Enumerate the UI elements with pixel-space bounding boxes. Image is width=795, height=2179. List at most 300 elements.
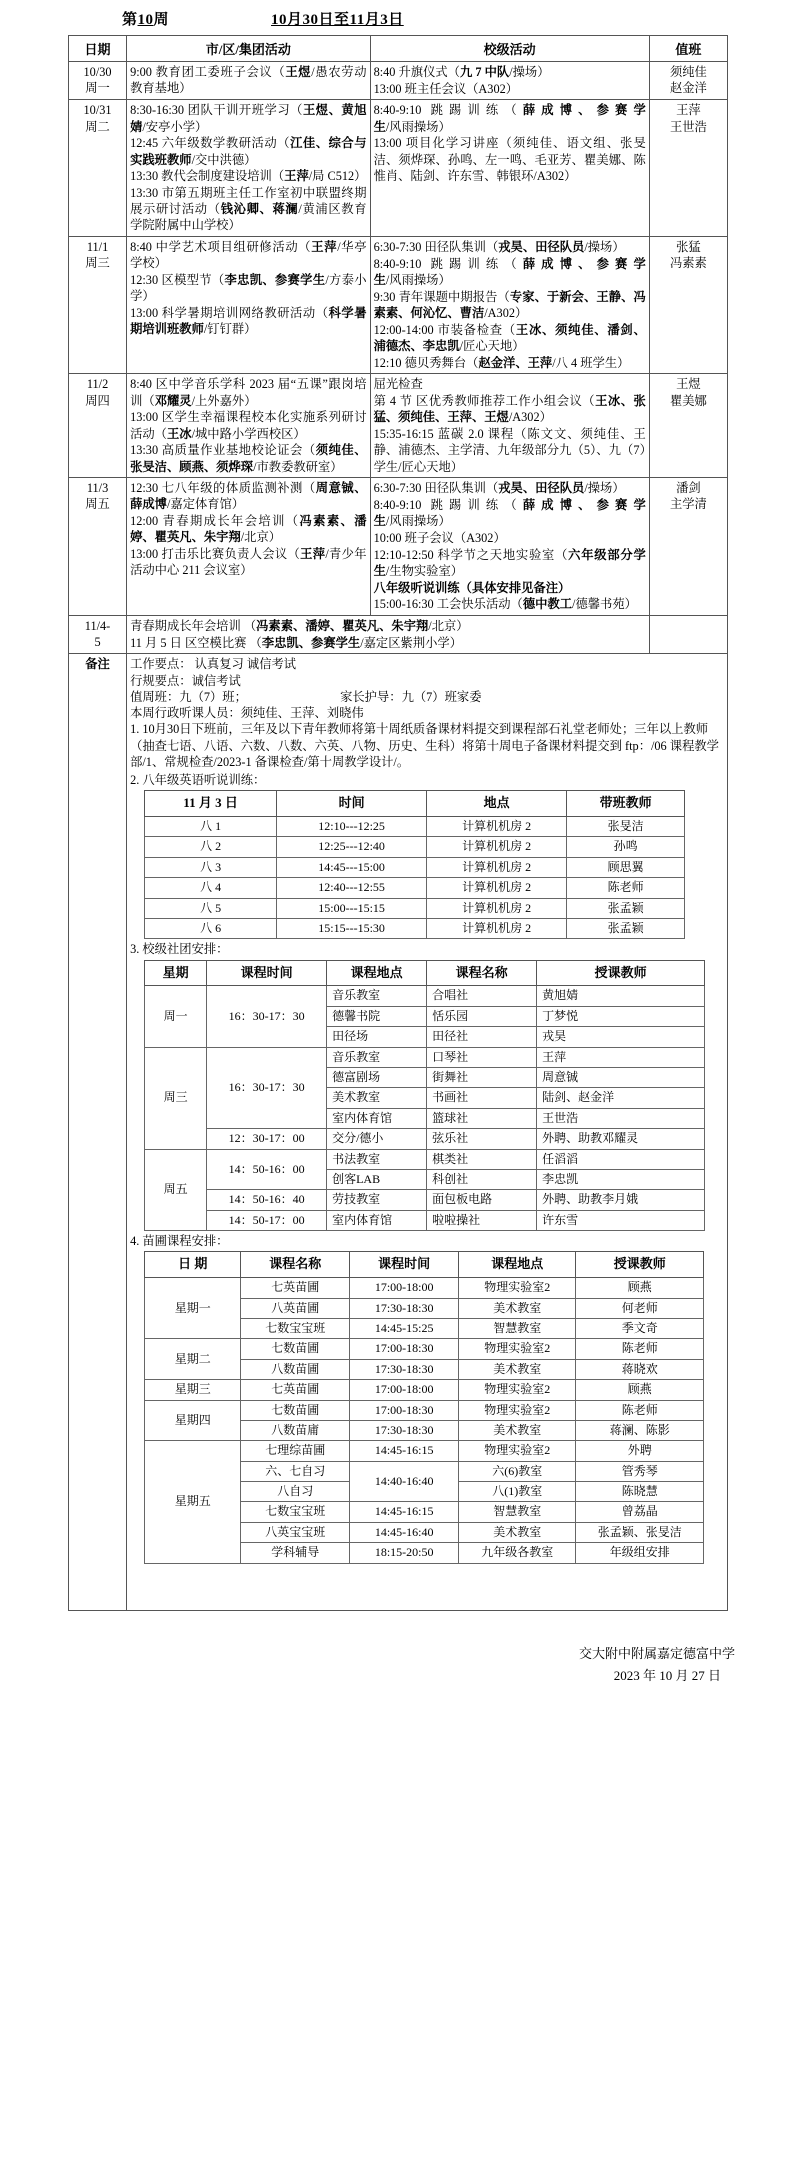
nur-place-cell: 智慧教室 [459,1502,576,1522]
table-row [145,837,685,857]
col-header-school-activity: 校级活动 [370,36,649,62]
eng-cell-3: 张孟颖 [567,898,685,918]
duty-name: 王煜 [676,377,701,392]
club-schedule-table [144,960,705,1232]
duty-week-class: 值周班：九（7）班； [130,689,247,704]
eng-cell-2: 计算机机房 2 [427,857,567,877]
document-footer [0,1643,795,1689]
nur-time-cell: 14:45-15:25 [350,1318,459,1338]
participant-names: 李忠凯、参赛学生 [224,273,326,288]
participant-names: 科学暑期培训班教师 [130,306,367,337]
duty-cell [649,62,727,100]
table-row [69,237,728,374]
date-day: 11/2 [86,377,109,392]
eng-cell-3: 张旻洁 [567,817,685,837]
duty-name: 赵金洋 [669,81,707,96]
date-weekday: 5 [94,635,101,650]
eng-col-header-2: 地点 [427,791,567,817]
nur-place-cell: 美术教室 [459,1359,576,1379]
participant-names: 赵金洋、王萍 [478,355,553,370]
nur-course-cell: 七英苗圃 [241,1380,350,1400]
eng-col-header-3: 带班教师 [567,791,685,817]
table-row [145,1441,704,1461]
nur-course-cell: 八数苗庯 [241,1420,350,1440]
nur-time-cell: 14:40-16:40 [350,1461,459,1502]
remark-item-1: 1. 10月30日下班前，三年及以下青年教师将第十周纸质备课材料提交到课程部石礼堂老师处；三年以上教师（抽查七语、八语、六数、八数、六英、八物、历史、生科）将第十周电子备课材料提交到 ftp：/06 课程教学部/1、常规检查/2023-1 备课检查/第十周教学设计/。 [130,722,719,769]
eng-cell-2: 计算机机房 2 [427,918,567,938]
club-place-cell: 室内体育馆 [327,1210,427,1230]
nur-col-header-4: 授课教师 [576,1252,704,1278]
club-name-cell: 田径社 [427,1027,537,1047]
duty-name: 张猛 [676,240,701,255]
nursery-schedule-table [144,1251,704,1563]
date-weekday: 周二 [85,119,110,134]
nur-time-cell: 14:45-16:15 [350,1441,459,1461]
participant-names: 钱沁卿、蒋澜 [220,202,299,217]
activity-line: 12:45 六年级数学教研活动（江佳、综合与实践班教师/交中洪德） [130,136,367,167]
club-teacher-cell: 任滔滔 [537,1149,705,1169]
participant-names: 王萍 [284,169,309,184]
nur-course-cell: 学科辅导 [241,1543,350,1563]
nur-teacher-cell: 外聘 [576,1441,704,1461]
duty-name: 冯素素 [669,256,707,271]
participant-names: 九 7 中队 [459,65,510,79]
table-row [145,898,685,918]
remarks-bottom-space [130,1566,724,1608]
schedule-table [68,35,728,1611]
club-col-header-1: 课程时间 [207,960,327,986]
duty-cell [649,237,727,374]
club-teacher-cell: 王萍 [537,1047,705,1067]
nur-course-cell: 七数宝宝班 [241,1502,350,1522]
nur-day-cell: 星期一 [145,1278,241,1339]
duty-name: 王萍 [676,103,701,118]
nur-col-header-0: 日 期 [145,1252,241,1278]
table-row [145,878,685,898]
nur-day-cell: 星期三 [145,1380,241,1400]
nur-time-cell: 18:15-20:50 [350,1543,459,1563]
activity-line: 13:00 打击乐比赛负责人会议（王萍/青少年活动中心 211 会议室） [130,547,367,578]
duty-name: 瞿美娜 [669,393,707,408]
nur-teacher-cell: 管秀琴 [576,1461,704,1481]
table-header-row [145,960,705,986]
club-teacher-cell: 外聘、助教邓耀灵 [537,1129,705,1149]
date-cell [69,374,127,478]
club-teacher-cell: 王世浩 [537,1108,705,1128]
participant-names: 薛成博、参赛学生 [373,256,646,288]
club-name-cell: 科创社 [427,1169,537,1189]
nur-place-cell: 物理实验室2 [459,1339,576,1359]
participant-names: 王萍 [300,547,326,562]
club-time-cell: 16：30-17：30 [207,1047,327,1129]
club-place-cell: 交分/德小 [327,1129,427,1149]
nur-course-cell: 七数苗圃 [241,1339,350,1359]
date-cell [69,237,127,374]
school-activity-cell [370,100,649,237]
participant-names: 江佳、综合与实践班教师 [130,136,367,167]
table-header-row [145,1252,704,1278]
activity-line-highlight: 八年级听说训练（具体安排见备注） [373,580,571,595]
nur-teacher-cell: 蒋澜、陈影 [576,1420,704,1440]
eng-cell-3: 顾思翼 [567,857,685,877]
nur-teacher-cell: 季文奇 [576,1318,704,1338]
activity-line: 13:00 科学暑期培训网络教研活动（科学暑期培训班教师/钉钉群） [130,306,367,337]
nur-course-cell: 七英苗圃 [241,1278,350,1298]
activity-line: 10:00 班子会议（A302） [373,530,506,545]
activity-line: 12:00-14:00 市装备检查（王冰、须纯佳、潘剑、浦德杰、李忠凯/匠心天地） [373,322,646,353]
eng-cell-1: 15:00---15:15 [277,898,427,918]
nur-time-cell: 17:00-18:30 [350,1400,459,1420]
nur-time-cell: 17:00-18:00 [350,1380,459,1400]
club-teacher-cell: 丁梦悦 [537,1006,705,1026]
nur-course-cell: 七数苗圃 [241,1400,350,1420]
activity-line: 12:30 七八年级的体质监测补测（周意铖、薛成博/嘉定体育馆） [130,481,367,512]
duty-cell [649,478,727,616]
club-name-cell: 口琴社 [427,1047,537,1067]
date-weekday: 周五 [85,497,110,512]
activity-line: 13:00 区学生幸福课程校本化实施系列研讨活动（王冰/城中路小学西校区） [130,410,367,441]
club-teacher-cell: 外聘、助教李月娥 [537,1190,705,1210]
club-name-cell: 棋类社 [427,1149,537,1169]
club-teacher-cell: 陆剑、赵金洋 [537,1088,705,1108]
nur-place-cell: 智慧教室 [459,1318,576,1338]
club-day-cell: 周三 [145,1047,207,1149]
activity-line: 15:35-16:15 蓝碳 2.0 课程（陈文文、须纯佳、王静、浦德杰、主学清、九年级部分九（5）、九（7）学生/匠心天地） [373,427,646,474]
remark-item-2-title: 2. 八年级英语听说训练： [130,772,266,787]
remark-item-4-title: 4. 苗圃课程安排： [130,1234,229,1249]
duty-name: 王世浩 [669,119,707,134]
participant-names: 冯素素、潘婷、瞿英凡、朱宇翔 [256,619,429,633]
date-weekday: 周四 [85,393,110,408]
activity-line: 13:00 班主任会议（A302） [373,81,519,96]
club-place-cell: 音乐教室 [327,986,427,1006]
activity-line: 8:40-9:10 跳踢训练（薛成博、参赛学生/风雨操场） [373,497,646,529]
nur-place-cell: 美术教室 [459,1298,576,1318]
activity-line: 屈光检查 [373,377,423,392]
activity-line: 6:30-7:30 田径队集训（戎昊、田径队员/操场） [373,481,625,496]
table-row [69,62,728,100]
activity-line: 12:30 区模型节（李忠凯、参赛学生/方泰小学） [130,273,367,304]
date-day: 11/1 [86,240,109,255]
activity-line: 9:00 教育团工委班子会议（王煜/愚农劳动教育基地） [130,65,367,96]
club-place-cell: 创客LAB [327,1169,427,1189]
club-place-cell: 劳技教室 [327,1190,427,1210]
table-row [145,918,685,938]
club-time-cell: 14：50-16：40 [207,1190,327,1210]
club-place-cell: 音乐教室 [327,1047,427,1067]
school-activity-cell [370,374,649,478]
activity-line: 11 月 5 日 区空模比赛 （李忠凯、参赛学生/嘉定区紫荆小学） [130,635,463,650]
participant-names: 王冰 [166,426,192,441]
club-name-cell: 啦啦操社 [427,1210,537,1230]
club-day-cell: 周五 [145,1149,207,1231]
participant-names: 薛成博、参赛学生 [373,497,646,529]
activity-line: 12:00 青春期成长年会培训（冯素素、潘婷、瞿英凡、朱宇翔/北京） [130,514,367,545]
participant-names: 王煜 [285,65,312,79]
nur-time-cell: 17:30-18:30 [350,1420,459,1440]
nur-day-cell: 星期二 [145,1339,241,1380]
eng-col-header-1: 时间 [277,791,427,817]
table-row [69,100,728,237]
eng-cell-1: 12:40---12:55 [277,878,427,898]
nur-teacher-cell: 顾燕 [576,1380,704,1400]
school-activity-cell [370,237,649,374]
nur-time-cell: 17:30-18:30 [350,1359,459,1379]
activity-line: 13:30 高质量作业基地校论证会（须纯佳、张旻洁、顾燕、须烨琛/市教委教研室） [130,443,367,474]
eng-cell-1: 12:25---12:40 [277,837,427,857]
participant-names: 王煜、黄旭婧 [130,103,367,134]
activity-line: 8:40 中学艺术项目组研修活动（王萍/华亭学校） [130,240,367,271]
nur-day-cell: 星期五 [145,1441,241,1563]
city-activity-cell [127,237,370,374]
week-suffix: 周 [153,12,170,28]
eng-cell-1: 14:45---15:00 [277,857,427,877]
date-cell [69,616,127,654]
nur-course-cell: 八数苗圃 [241,1359,350,1379]
week-prefix: 第 [122,12,138,28]
nur-course-cell: 七理综苗圃 [241,1441,350,1461]
table-header-row [145,791,685,817]
nur-place-cell: 八(1)教室 [459,1482,576,1502]
duty-cell [649,100,727,237]
eng-cell-0: 八 2 [145,837,277,857]
eng-cell-0: 八 6 [145,918,277,938]
col-header-duty: 值班 [649,36,727,62]
nur-col-header-3: 课程地点 [459,1252,576,1278]
table-row [145,857,685,877]
club-time-cell: 14：50-16：00 [207,1149,327,1190]
nur-place-cell: 物理实验室2 [459,1380,576,1400]
club-name-cell: 恬乐园 [427,1006,537,1026]
club-col-header-0: 星期 [145,960,207,986]
club-time-cell: 16：30-17：30 [207,986,327,1047]
nur-place-cell: 六(6)教室 [459,1461,576,1481]
club-time-cell: 14：50-17：00 [207,1210,327,1230]
full-width-activity-cell [127,616,650,654]
date-day: 10/30 [83,65,112,79]
table-row [69,374,728,478]
week-number: 10 [137,12,154,28]
table-row [69,616,728,654]
nur-place-cell: 美术教室 [459,1522,576,1542]
club-name-cell: 合唱社 [427,986,537,1006]
club-col-header-3: 课程名称 [427,960,537,986]
eng-cell-0: 八 3 [145,857,277,877]
table-row [145,1047,705,1067]
table-row [145,1129,705,1149]
activity-line: 9:30 青年课题中期报告（专家、于新会、王静、冯素素、何沁忆、曹洁/A302） [373,289,646,321]
activity-line: 12:10 德贝秀舞台（赵金洋、王萍/八 4 班学生） [373,355,630,370]
city-activity-cell [127,478,370,616]
activity-line: 6:30-7:30 田径队集训（戎昊、田径队员/操场） [373,240,625,255]
table-row [69,478,728,616]
date-day: 11/4- [84,619,111,633]
work-focus-line: 工作要点： 认真复习 诚信考试 [130,657,297,672]
nur-teacher-cell: 顾燕 [576,1278,704,1298]
club-col-header-2: 课程地点 [327,960,427,986]
date-range: 10月30日至11月3日 [271,12,404,28]
remarks-label: 备注 [69,654,127,1610]
activity-line: 8:40-9:10 跳踢训练（薛成博、参赛学生/风雨操场） [373,103,646,134]
eng-cell-1: 12:10---12:25 [277,817,427,837]
table-row [145,1149,705,1169]
footer-date: 2023 年 10 月 27 日 [613,1668,721,1684]
club-day-cell: 周一 [145,986,207,1047]
nur-time-cell: 14:45-16:40 [350,1522,459,1542]
participant-names: 王冰、张猛、须纯佳、王萍、王煜 [373,394,646,425]
participant-names: 薛成博、参赛学生 [373,103,646,134]
document-header [0,0,795,35]
club-name-cell: 弦乐社 [427,1129,537,1149]
eng-cell-2: 计算机机房 2 [427,898,567,918]
eng-cell-3: 孙鸣 [567,837,685,857]
eng-cell-2: 计算机机房 2 [427,817,567,837]
nur-place-cell: 物理实验室2 [459,1400,576,1420]
activity-line: 8:40 升旗仪式（九 7 中队/操场） [373,65,550,79]
nur-time-cell: 17:00-18:00 [350,1278,459,1298]
eng-cell-0: 八 4 [145,878,277,898]
nur-col-header-1: 课程名称 [241,1252,350,1278]
eng-cell-3: 张孟颖 [567,918,685,938]
eng-cell-1: 15:15---15:30 [277,918,427,938]
table-row [145,986,705,1006]
remarks-body [127,654,728,1610]
table-row [145,1339,704,1359]
club-place-cell: 美术教室 [327,1088,427,1108]
nur-time-cell: 17:00-18:30 [350,1339,459,1359]
date-day: 11/3 [86,481,109,496]
club-teacher-cell: 李忠凯 [537,1169,705,1189]
club-name-cell: 书画社 [427,1088,537,1108]
club-col-header-4: 授课教师 [537,960,705,986]
activity-line: 8:40 区中学音乐学科 2023 届“五课”跟岗培训（邓耀灵/上外嘉外） [130,377,367,408]
date-weekday: 周三 [85,256,110,271]
table-row [145,1380,704,1400]
table-row [145,817,685,837]
nur-teacher-cell: 张孟颖、张旻洁 [576,1522,704,1542]
parent-guard: 家长护导：九（7）班家委 [340,689,482,704]
table-row [145,1210,705,1230]
club-name-cell: 篮球社 [427,1108,537,1128]
city-activity-cell [127,100,370,237]
participant-names: 戎昊、田径队员 [498,240,585,255]
nur-course-cell: 八自习 [241,1482,350,1502]
rule-focus-line: 行规要点：诚信考试 [130,673,241,688]
eng-cell-0: 八 1 [145,817,277,837]
admin-listeners-line: 本周行政听课人员：须纯佳、王萍、刘晓伟 [130,706,364,721]
participant-names: 须纯佳、张旻洁、顾燕、须烨琛 [130,443,367,474]
nur-course-cell: 六、七自习 [241,1461,350,1481]
club-name-cell: 面包板电路 [427,1190,537,1210]
duty-name: 须纯佳 [669,65,707,79]
club-teacher-cell: 周意铖 [537,1068,705,1088]
remark-item-3-title: 3. 校级社团安排： [130,942,229,957]
activity-line: 8:30-16:30 团队干训开班学习（王煜、黄旭婧/安亭小学） [130,103,367,134]
activity-line: 13:30 教代会制度建设培训（王萍/局 C512） [130,169,367,184]
nur-place-cell: 九年级各教室 [459,1543,576,1563]
duty-cell [649,374,727,478]
eng-cell-0: 八 5 [145,898,277,918]
nur-teacher-cell: 何老师 [576,1298,704,1318]
activity-line: 15:00-16:30 工会快乐活动（德中教工/德馨书苑） [373,597,637,612]
nur-teacher-cell: 曾荔晶 [576,1502,704,1522]
club-place-cell: 书法教室 [327,1149,427,1169]
date-cell [69,100,127,237]
participant-names: 邓耀灵 [154,393,192,408]
nur-course-cell: 八英宝宝班 [241,1522,350,1542]
nur-course-cell: 七数宝宝班 [241,1318,350,1338]
eng-cell-2: 计算机机房 2 [427,878,567,898]
duty-cell [649,616,727,654]
nur-place-cell: 物理实验室2 [459,1441,576,1461]
duty-name: 主学清 [669,497,707,512]
participant-names: 王冰、须纯佳、潘剑、浦德杰、李忠凯 [373,322,646,353]
activity-line: 13:30 市第五期班主任工作室初中联盟终期展示研讨活动（钱沁卿、蒋澜/黄浦区教育学院附属中山学校） [130,186,367,233]
club-teacher-cell: 黄旭婧 [537,986,705,1006]
nur-teacher-cell: 陈晓慧 [576,1482,704,1502]
activity-line: 青春期成长年会培训 （冯素素、潘婷、瞿英凡、朱宇翔/北京） [130,619,469,633]
footer-school-name: 交大附中附属嘉定德富中学 [578,1645,735,1661]
col-header-date: 日期 [69,36,127,62]
nur-time-cell: 17:30-18:30 [350,1298,459,1318]
table-row [145,1278,704,1298]
remarks-row [69,654,728,1610]
participant-names: 戎昊、田径队员 [498,481,585,496]
club-teacher-cell: 许东雪 [537,1210,705,1230]
club-place-cell: 田径场 [327,1027,427,1047]
date-day: 10/31 [83,103,112,118]
nur-teacher-cell: 陈老师 [576,1400,704,1420]
nur-teacher-cell: 年级组安排 [576,1543,704,1563]
table-row [145,1190,705,1210]
city-activity-cell [127,374,370,478]
english-listening-table [144,790,685,939]
activity-line: 第 4 节 区优秀教师推荐工作小组会议（王冰、张猛、须纯佳、王萍、王煜/A302） [373,394,646,425]
club-place-cell: 室内体育馆 [327,1108,427,1128]
participant-names: 王萍 [311,240,338,255]
participant-names: 专家、于新会、王静、冯素素、何沁忆、曹洁 [373,289,646,321]
participant-names: 李忠凯、参赛学生 [261,635,361,650]
table-header-row [69,36,728,62]
nur-col-header-2: 课程时间 [350,1252,459,1278]
date-cell [69,62,127,100]
date-cell [69,478,127,616]
date-weekday: 周一 [85,81,110,96]
participant-names: 六年级部分学生 [373,547,646,578]
week-title [122,8,169,29]
club-place-cell: 德馨书院 [327,1006,427,1026]
table-row [145,1400,704,1420]
activity-line: 13:00 项目化学习讲座（须纯佳、语文组、张旻洁、须烨琛、孙鸣、左一鸣、毛亚芳、瞿美娜、陈惟肖、陆剑、许东雪、韩银环/A302） [373,136,646,183]
club-teacher-cell: 戎昊 [537,1027,705,1047]
duty-week-line [130,689,724,705]
activity-line: 12:10-12:50 科学节之天地实验室（六年级部分学生/生物实验室） [373,547,646,578]
school-activity-cell [370,478,649,616]
nur-time-cell: 14:45-16:15 [350,1502,459,1522]
school-activity-cell [370,62,649,100]
eng-cell-3: 陈老师 [567,878,685,898]
activity-line: 8:40-9:10 跳踢训练（薛成博、参赛学生/风雨操场） [373,256,646,288]
duty-name: 潘剑 [676,481,701,496]
nur-place-cell: 物理实验室2 [459,1278,576,1298]
city-activity-cell [127,62,370,100]
nur-teacher-cell: 蒋晓欢 [576,1359,704,1379]
club-place-cell: 德富剧场 [327,1068,427,1088]
nur-place-cell: 美术教室 [459,1420,576,1440]
participant-names: 周意铖、薛成博 [130,481,367,512]
club-time-cell: 12：30-17：00 [207,1129,327,1149]
participant-names: 德中教工 [522,597,573,612]
